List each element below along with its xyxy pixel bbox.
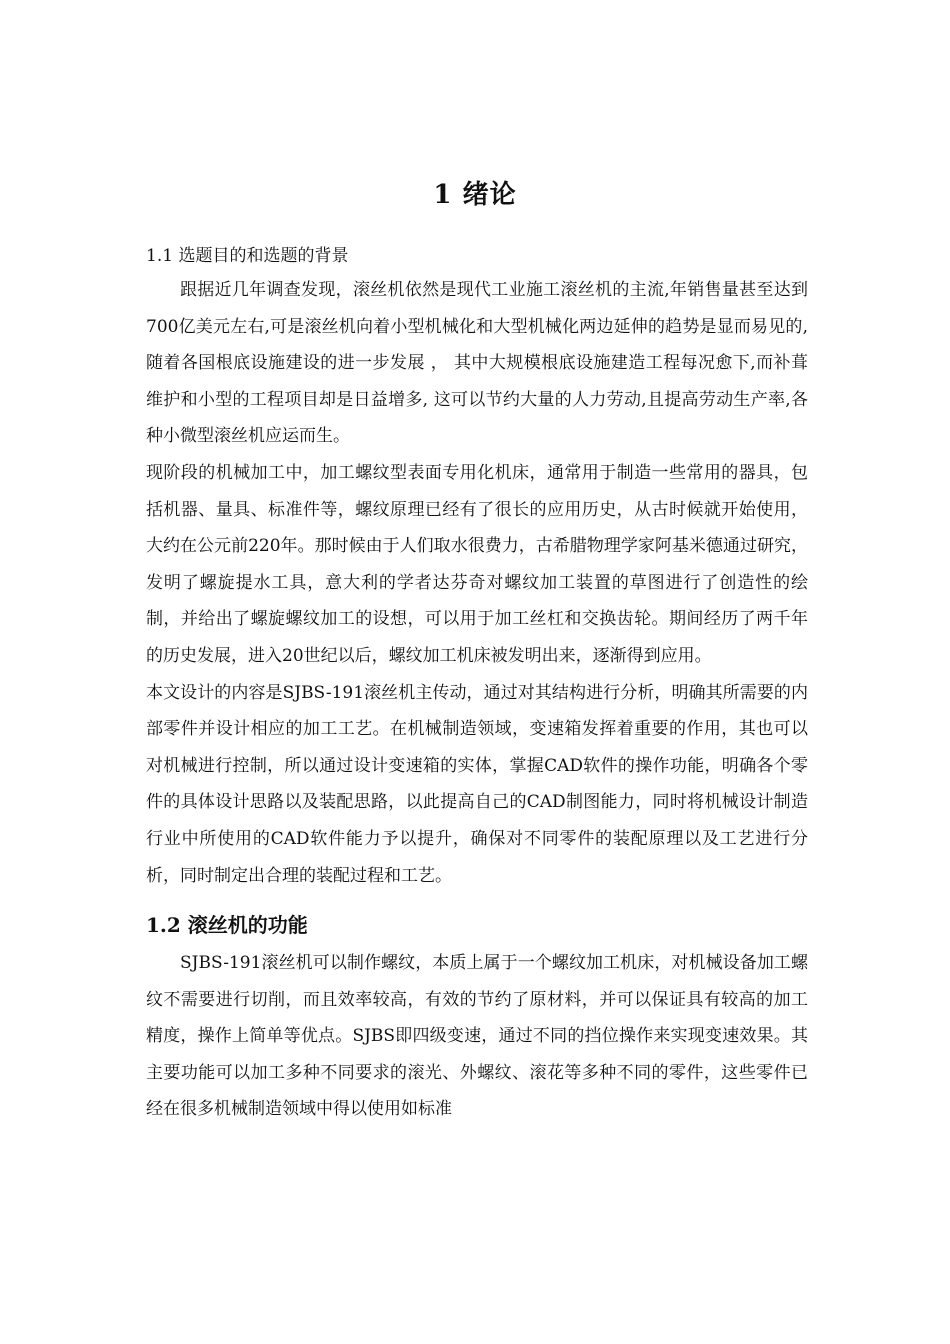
document-body [146,240,808,1128]
section-heading-1-2: 1.2 滚丝机的功能 [146,913,308,938]
paragraph-function: SJBS-191滚丝机可以制作螺纹，本质上属于一个螺纹加工机床，对机械设备加工螺纹不需要进行切削，而且效率较高，有效的节约了原材料，并可以保证具有较高的加工精度，操作上简单等优点。SJBS即四级变速，通过不同的挡位操作来实现变速效果。其主要功能可以加工多种不同要求的滚光、外螺纹、滚花等多种不同的零件，这些零件已经在很多机械制造领域中得以使用如标准 [146,953,808,1120]
paragraph-history: 现阶段的机械加工中，加工螺纹型表面专用化机床，通常用于制造一些常用的器具，包括机器、量具、标准件等，螺纹原理已经有了很长的应用历史，从古时候就开始使用，大约在公元前220年。那时候由于人们取水很费力，古希腊物理学家阿基米德通过研究，发明了螺旋提水工具，意大利的学者达芬奇对螺纹加工装置的草图进行了创造性的绘制，并给出了螺旋螺纹加工的设想，可以用于加工丝杠和交换齿轮。期间经历了两千年的历史发展，进入20世纪以后，螺纹加工机床被发明出来，逐渐得到应用。 [146,462,808,666]
chapter-title: 1 绪论 [433,180,517,211]
section-heading-1-1: 1.1 选题目的和选题的背景 [146,246,349,266]
paragraph-design-content: 本文设计的内容是SJBS-191滚丝机主传动，通过对其结构进行分析，明确其所需要的内部零件并设计相应的加工工艺。在机械制造领域，变速箱发挥着重要的作用，其也可以对机械进行控制，所以通过设计变速箱的实体，掌握CAD软件的操作功能，明确各个零件的具体设计思路以及装配思路，以此提高自己的CAD制图能力，同时将机械设计制造行业中所使用的CAD软件能力予以提升，确保对不同零件的装配原理以及工艺进行分析，同时制定出合理的装配过程和工艺。 [146,682,808,886]
paragraph-survey: 跟据近几年调查发现，滚丝机依然是现代工业施工滚丝机的主流,年销售量甚至达到700亿美元左右,可是滚丝机向着小型机械化和大型机械化两边延伸的趋势是显而易见的,随着各国根底设施建设的进一步发展 ， 其中大规模根底设施建造工程每况愈下,而补葺维护和小型的工程项目却是日益增多, 这可以节约大量的人力劳动,且提高劳动生产率,各种小微型滚丝机应运而生。 [146,280,808,447]
